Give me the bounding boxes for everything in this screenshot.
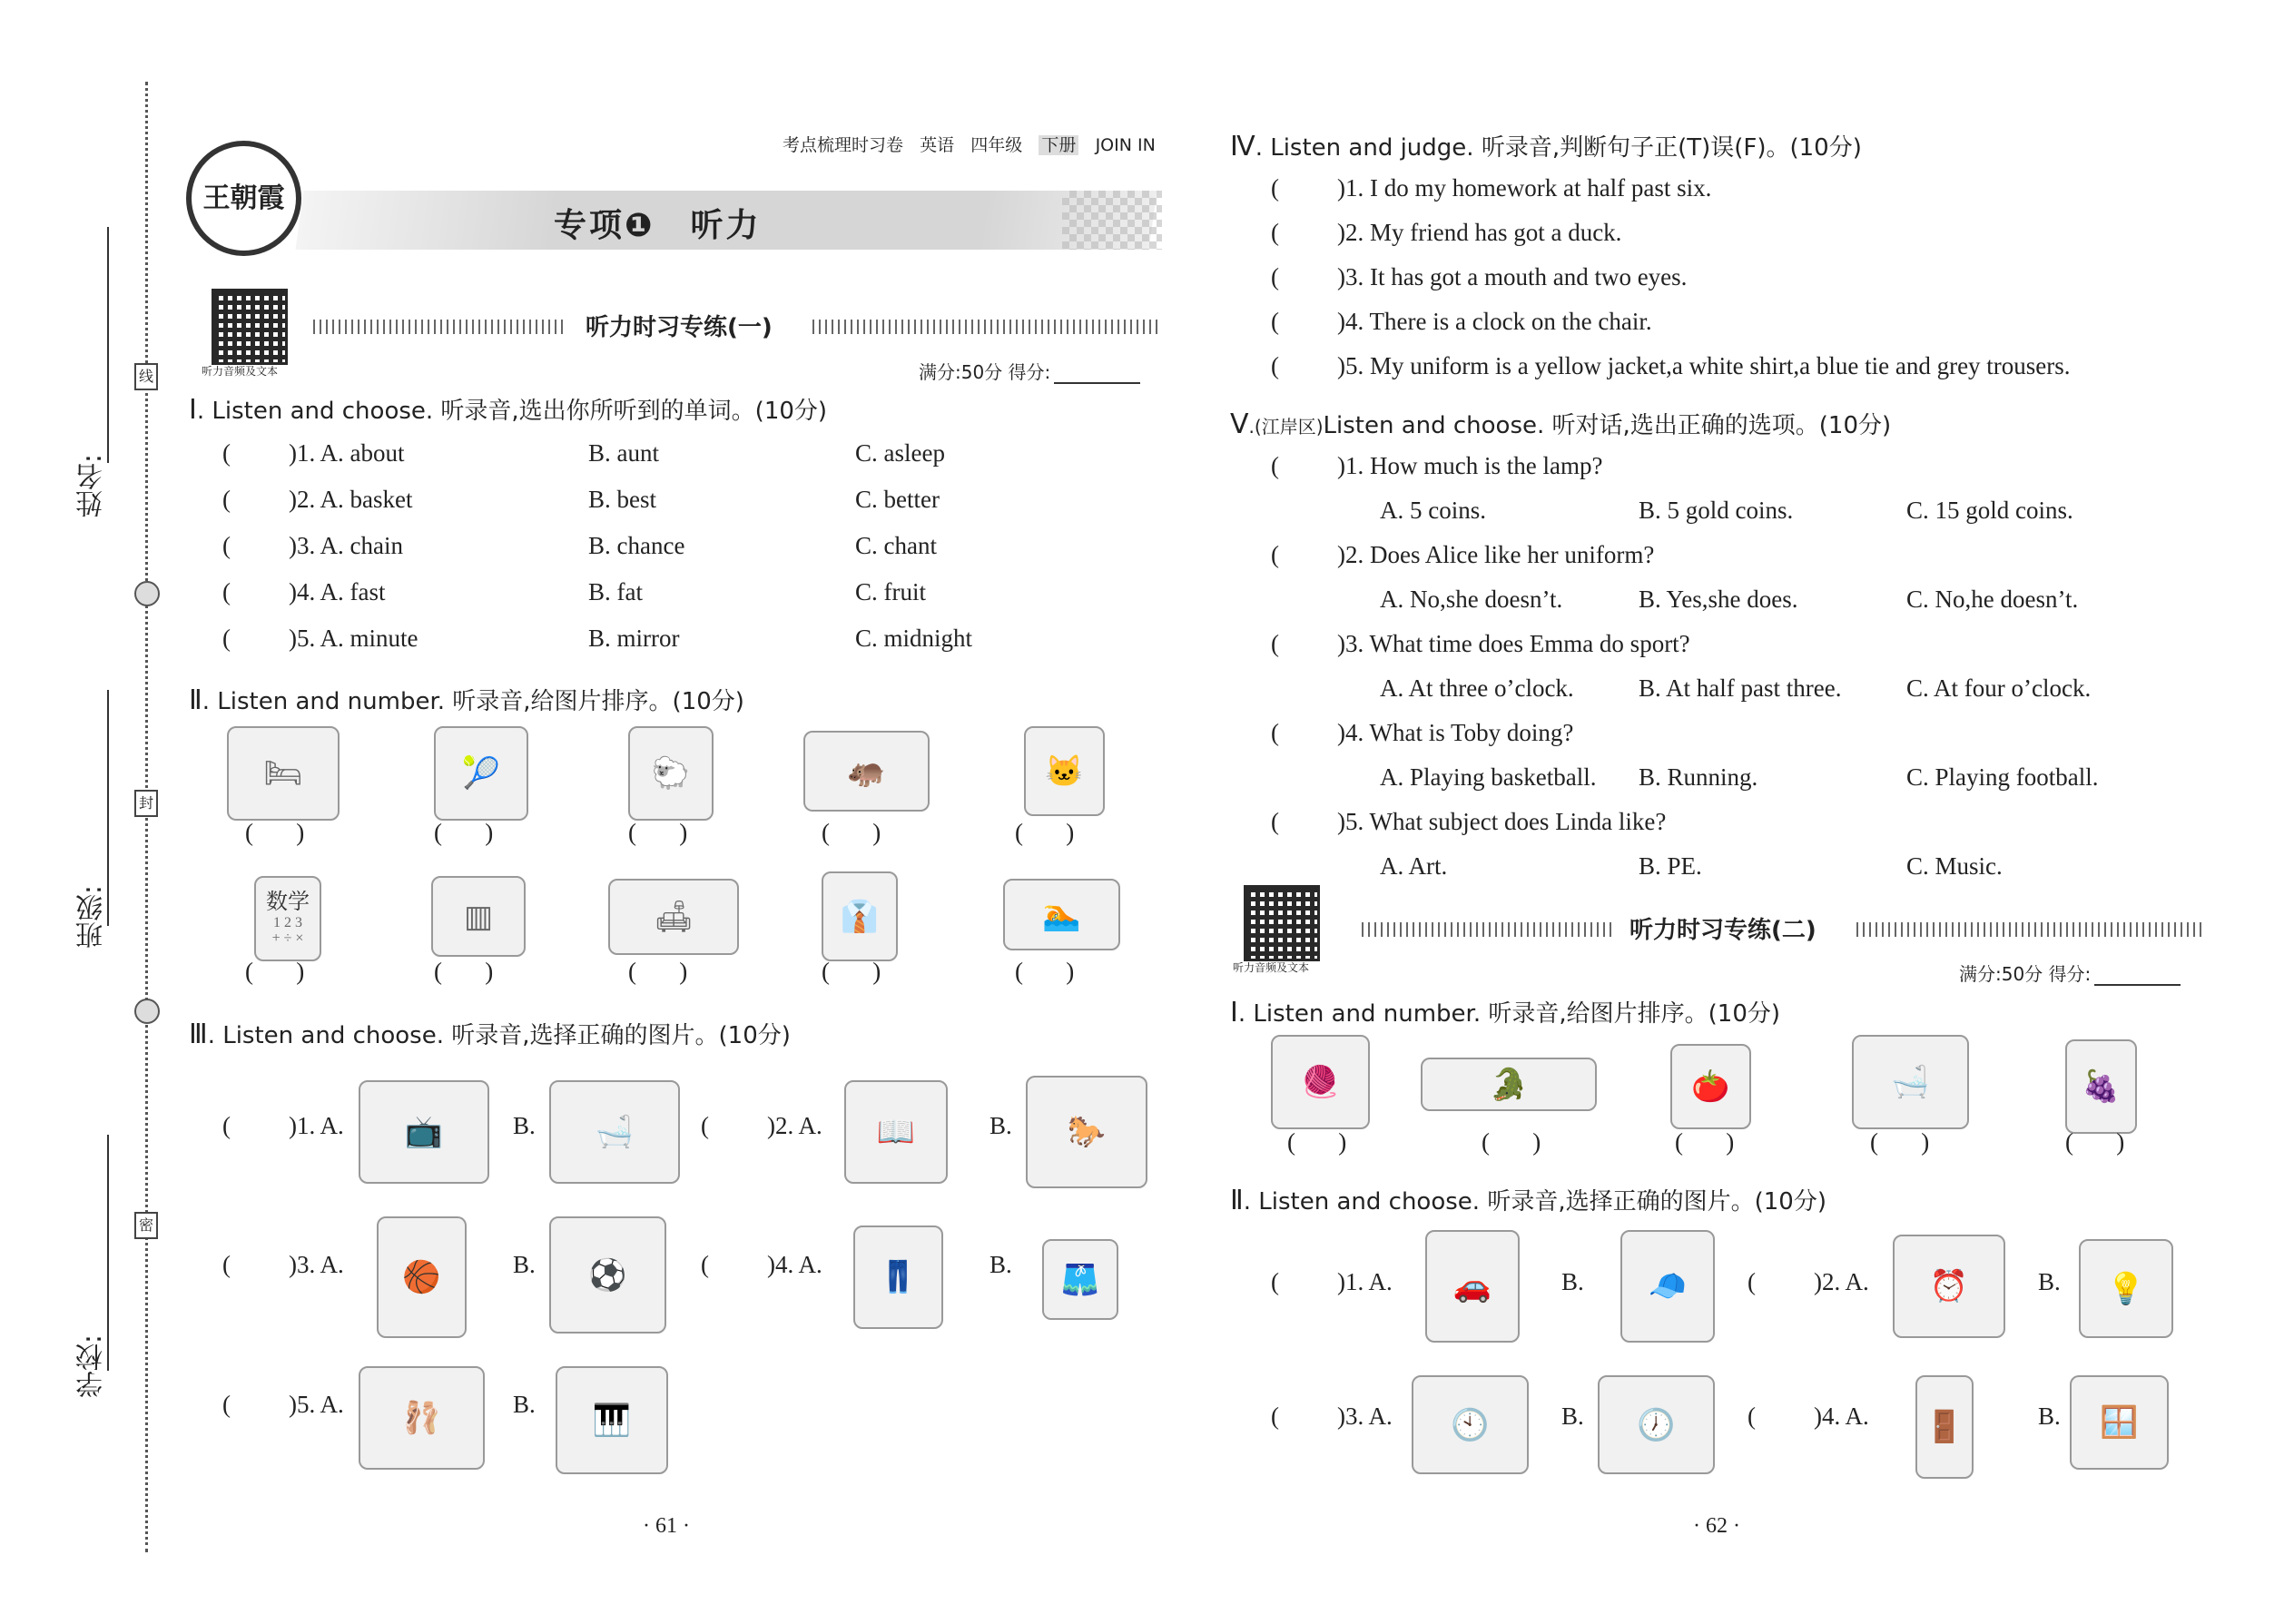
two-caps-picture: 🧢: [1620, 1230, 1715, 1343]
title-divider: [1362, 922, 1611, 937]
part2-score: 满分:50分 得分:: [1959, 960, 2181, 986]
answer-paren[interactable]: (: [1271, 1403, 1310, 1430]
word-option-c: C. chant: [855, 532, 937, 559]
answer-paren[interactable]: (: [222, 1112, 261, 1139]
number-paren[interactable]: ( ): [628, 819, 688, 846]
answer-paren[interactable]: (: [1271, 308, 1310, 335]
subject: 英语: [920, 135, 955, 155]
number-paren[interactable]: ( ): [628, 958, 688, 985]
answer-paren[interactable]: (: [1748, 1403, 1787, 1430]
sec5-heading: Ⅴ.(江岸区)Listen and choose. 听对话,选出正确的选项。(10分): [1230, 409, 1892, 439]
dialogue-question: )5. What subject does Linda like?: [1337, 808, 1667, 835]
school-label: 学校:: [76, 1334, 108, 1399]
qr-caption: 听力音频及文本: [1233, 961, 1310, 974]
part1-score: 满分:50分 得分:: [919, 358, 1140, 384]
tennis-rackets-picture: 🎾: [434, 726, 528, 821]
term: 下册: [1039, 135, 1078, 155]
word-option-c: C. asleep: [855, 439, 945, 467]
hippo-picture: 🦛: [803, 731, 930, 812]
number-paren[interactable]: ( ): [1015, 819, 1075, 846]
boy-reading-picture: 📖: [844, 1080, 948, 1184]
dialogue-question: )4. What is Toby doing?: [1337, 719, 1574, 746]
word-option-b: B. best: [588, 486, 657, 513]
option-b: B.: [1561, 1403, 1584, 1430]
word-option-c: C. fruit: [855, 578, 926, 605]
grade: 四年级: [970, 135, 1023, 155]
number-paren[interactable]: ( ): [245, 958, 305, 985]
choice-option-c: C. 15 gold coins.: [1906, 497, 2073, 524]
girl-sleeping-clock-picture: 🕙: [1412, 1375, 1529, 1474]
answer-paren[interactable]: (: [1271, 808, 1310, 835]
sofa-picture: 🛋: [608, 879, 739, 955]
lamb-picture: 🐑: [628, 726, 714, 821]
series-name: 考点梳理时习卷: [783, 135, 904, 155]
answer-paren[interactable]: (: [222, 578, 261, 605]
shirt-picture: 👔: [822, 871, 898, 961]
word-option-a: )1. A. about: [289, 439, 405, 467]
desk-with-lamp-picture: 💡: [2079, 1239, 2173, 1338]
desk-with-clock-picture: ⏰: [1893, 1235, 2005, 1338]
judge-sentence: )3. It has got a mouth and two eyes.: [1337, 263, 1688, 290]
margin-mark-secret: 密: [134, 1212, 158, 1239]
judge-sentence: )1. I do my homework at half past six.: [1337, 174, 1712, 202]
option-b: B.: [989, 1251, 1012, 1278]
answer-paren[interactable]: (: [222, 1391, 261, 1418]
name-underline: [107, 227, 109, 463]
dialogue-question: )1. How much is the lamp?: [1337, 452, 1603, 479]
answer-paren[interactable]: (: [701, 1112, 740, 1139]
option-b: B.: [989, 1112, 1012, 1139]
girl-riding-horse-picture: 🐎: [1026, 1076, 1147, 1188]
answer-paren[interactable]: (: [1271, 352, 1310, 379]
choice-option-c: C. Music.: [1906, 852, 2003, 880]
part1-sec3-heading: Ⅲ. Listen and choose. 听录音,选择正确的图片。(10分): [189, 1019, 791, 1049]
choice-option-b: B. PE.: [1639, 852, 1702, 880]
q1-label: )1. A.: [289, 1112, 344, 1139]
margin-mark-seal: 封: [134, 790, 158, 817]
score-blank[interactable]: [2094, 968, 2181, 986]
answer-paren[interactable]: (: [1271, 1268, 1310, 1295]
math-book-nums: 1 2 3: [273, 914, 302, 930]
word-option-c: C. better: [855, 486, 940, 513]
title-divider: [812, 320, 1162, 334]
answer-paren[interactable]: (: [222, 1251, 261, 1278]
number-paren[interactable]: ( ): [1675, 1128, 1735, 1156]
judge-sentence: )2. My friend has got a duck.: [1337, 219, 1622, 246]
choice-option-a: A. No,she doesn’t.: [1380, 586, 1563, 613]
option-b: B.: [2038, 1403, 2061, 1430]
word-option-a: )2. A. basket: [289, 486, 413, 513]
math-book-ops: + ÷ ×: [271, 930, 304, 947]
p2-q4-label: )4. A.: [1814, 1403, 1869, 1430]
boy-playing-basketball-picture: 🏀: [377, 1216, 467, 1338]
wardrobe-picture: 🚪: [1915, 1375, 1974, 1479]
choice-option-c: C. Playing football.: [1906, 763, 2099, 791]
number-paren[interactable]: ( ): [2065, 1128, 2125, 1156]
number-paren[interactable]: ( ): [1482, 1128, 1541, 1156]
answer-paren[interactable]: (: [222, 532, 261, 559]
dialogue-question: )3. What time does Emma do sport?: [1337, 630, 1690, 657]
qr-code-icon[interactable]: [212, 289, 288, 365]
title-divider: [313, 320, 567, 334]
choice-option-c: C. At four o’clock.: [1906, 674, 2092, 702]
publisher-logo: 王朝霞: [186, 141, 301, 256]
margin-circle-mark: [134, 999, 160, 1024]
qr-caption: 听力音频及文本: [202, 365, 279, 378]
page-number-62: · 62 ·: [1693, 1514, 1740, 1538]
tomato-picture: 🍅: [1670, 1044, 1751, 1129]
judge-sentence: )4. There is a clock on the chair.: [1337, 308, 1652, 335]
chapter-title: 专项❶ 听力: [554, 207, 762, 244]
name-label: 姓名:: [76, 454, 108, 518]
option-b: B.: [1561, 1268, 1584, 1295]
answer-paren[interactable]: (: [1271, 174, 1310, 202]
number-paren[interactable]: ( ): [1015, 958, 1075, 985]
answer-paren[interactable]: (: [1271, 630, 1310, 657]
sleeping-child-picture: 🛏: [227, 726, 340, 821]
girl-playing-piano-picture: 🎹: [556, 1366, 668, 1474]
choice-option-b: B. Yes,she does.: [1639, 586, 1798, 613]
p2-q1-label: )1. A.: [1337, 1268, 1393, 1295]
girl-waking-clock-picture: 🕖: [1598, 1375, 1715, 1474]
answer-paren[interactable]: (: [1748, 1268, 1787, 1295]
part1-sec2-heading: Ⅱ. Listen and number. 听录音,给图片排序。(10分): [189, 685, 744, 715]
choice-option-a: A. 5 coins.: [1380, 497, 1486, 524]
word-option-b: B. fat: [588, 578, 643, 605]
part2-sec1-heading: Ⅰ. Listen and number. 听录音,给图片排序。(10分): [1230, 998, 1781, 1028]
swimmer-picture: 🏊: [1003, 879, 1120, 950]
p2-q2-label: )2. A.: [1814, 1268, 1869, 1295]
choice-option-b: B. Running.: [1639, 763, 1758, 791]
cat-in-box-picture: 🐱: [1024, 726, 1105, 816]
part1-sec1-heading: Ⅰ. Listen and choose. 听录音,选出你所听到的单词。(10分): [189, 395, 828, 425]
math-book-picture: [254, 876, 321, 961]
number-paren[interactable]: ( ): [434, 819, 494, 846]
option-b: B.: [2038, 1268, 2061, 1295]
math-book-title: 数学: [266, 891, 310, 915]
answer-paren[interactable]: (: [1271, 263, 1310, 290]
sec4-heading: Ⅳ. Listen and judge. 听录音,判断句子正(T)误(F)。(10分): [1230, 132, 1862, 162]
q2-label: )2. A.: [767, 1112, 822, 1139]
answer-paren[interactable]: (: [1271, 541, 1310, 568]
choice-option-a: A. Playing basketball.: [1380, 763, 1597, 791]
choice-option-a: A. Art.: [1380, 852, 1448, 880]
grapes-picture: 🍇: [2065, 1039, 2137, 1134]
answer-paren[interactable]: (: [222, 625, 261, 652]
option-b: B.: [513, 1112, 536, 1139]
bathroom-picture: 🛁: [1852, 1035, 1969, 1129]
answer-paren[interactable]: (: [1271, 719, 1310, 746]
option-b: B.: [513, 1251, 536, 1278]
number-paren[interactable]: ( ): [822, 958, 881, 985]
title-divider: [1856, 922, 2201, 937]
word-option-b: B. aunt: [588, 439, 659, 467]
answer-paren[interactable]: (: [222, 486, 261, 513]
shorts-picture: 🩳: [1042, 1239, 1118, 1320]
boy-playing-football-picture: ⚽: [549, 1216, 666, 1334]
answer-paren[interactable]: (: [1271, 452, 1310, 479]
sweater-picture: 🧶: [1271, 1035, 1370, 1129]
number-paren[interactable]: ( ): [1870, 1128, 1930, 1156]
curtains-picture: ▥: [431, 876, 526, 957]
option-b: B.: [513, 1391, 536, 1418]
word-option-b: B. mirror: [588, 625, 680, 652]
answer-paren[interactable]: (: [701, 1251, 740, 1278]
word-option-a: )3. A. chain: [289, 532, 403, 559]
word-option-c: C. midnight: [855, 625, 973, 652]
window-picture: 🪟: [2070, 1375, 2169, 1470]
p2-q3-label: )3. A.: [1337, 1403, 1393, 1430]
choice-option-b: B. At half past three.: [1639, 674, 1842, 702]
word-option-a: )4. A. fast: [289, 578, 386, 605]
trousers-picture: 👖: [853, 1225, 943, 1329]
girl-in-bath-picture: 🛁: [549, 1080, 680, 1184]
girl-watching-tv-picture: 📺: [359, 1080, 489, 1184]
number-paren[interactable]: ( ): [245, 819, 305, 846]
number-paren[interactable]: ( ): [1287, 1128, 1347, 1156]
number-paren[interactable]: ( ): [434, 958, 494, 985]
word-option-a: )5. A. minute: [289, 625, 418, 652]
judge-sentence: )5. My uniform is a yellow jacket,a white shirt,a blue tie and grey trousers.: [1337, 352, 2071, 379]
binding-dotted-line: [145, 82, 148, 1552]
two-cars-picture: 🚗: [1425, 1230, 1520, 1343]
q5-label: )5. A.: [289, 1391, 344, 1418]
edition: JOIN IN: [1095, 135, 1156, 155]
page-number-61: · 61 ·: [643, 1514, 690, 1538]
crocodile-picture: 🐊: [1421, 1058, 1597, 1111]
number-paren[interactable]: ( ): [822, 819, 881, 846]
score-blank[interactable]: [1054, 366, 1140, 384]
part2-sec2-heading: Ⅱ. Listen and choose. 听录音,选择正确的图片。(10分): [1230, 1186, 1826, 1216]
header-meta: [783, 132, 1156, 156]
word-option-b: B. chance: [588, 532, 685, 559]
banner-checker-pattern: [1062, 191, 1162, 250]
qr-code-icon[interactable]: [1244, 885, 1320, 961]
margin-mark-line: 线: [134, 363, 158, 390]
choice-option-b: B. 5 gold coins.: [1639, 497, 1794, 524]
margin-circle-mark: [134, 581, 160, 606]
choice-option-c: C. No,he doesn’t.: [1906, 586, 2079, 613]
answer-paren[interactable]: (: [222, 439, 261, 467]
q3-label: )3. A.: [289, 1251, 344, 1278]
class-label: 班级:: [76, 885, 108, 950]
part1-title: 听力时习专练(一): [586, 314, 773, 341]
dialogue-question: )2. Does Alice like her uniform?: [1337, 541, 1655, 568]
girl-dancing-ballet-picture: 🩰: [359, 1366, 485, 1470]
choice-option-a: A. At three o’clock.: [1380, 674, 1574, 702]
answer-paren[interactable]: (: [1271, 219, 1310, 246]
q4-label: )4. A.: [767, 1251, 822, 1278]
part2-title: 听力时习专练(二): [1629, 917, 1816, 944]
